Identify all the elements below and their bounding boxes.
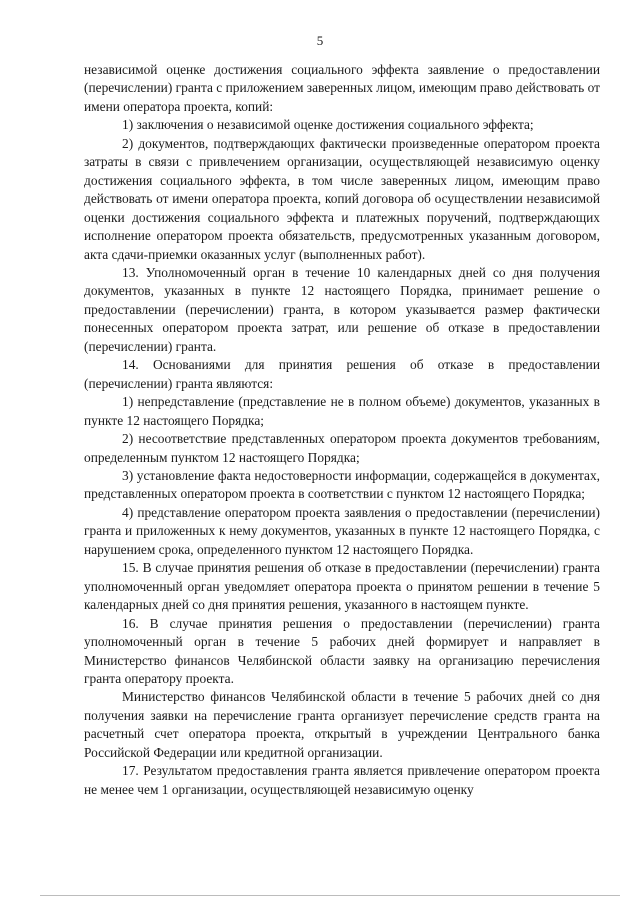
- paragraph-clause-16: 16. В случае принятия решения о предоставлении (перечислении) гранта уполномоченный орган в течение 5 рабочих дней формирует и направляет в Министерство финансов Челябинской области заявку на организацию перечисления гранта оператору проекта.: [84, 615, 600, 686]
- paragraph-ministry-transfer: Министерство финансов Челябинской области в течение 5 рабочих дней со дня получения заявки на перечисление гранта организует перечисление средств гранта на расчетный счет оператора проекта, открытый в учреждении Центрального банка Российской Федерации или кредитной организации.: [84, 689, 600, 760]
- paragraph-item-2: 2) документов, подтверждающих фактически произведенные оператором проекта затраты в связи с привлечением организации, осуществляющей независимую оценку достижения социального эффекта, в том числе заверенных лицом, имеющим право действовать от имени оператора проекта, копий договора об осуществлении независимой оценки достижения социального эффекта и платежных поручений, подтверждающих исполнение оператором проекта обязательств, предусмотренных указанным договором, акта сдачи-приемки оказанных услуг (выполненных работ).: [84, 135, 600, 262]
- paragraph-item-1: 1) заключения о независимой оценке достижения социального эффекта;: [122, 117, 534, 133]
- paragraph-clause-14-item-3: 3) установление факта недостоверности информации, содержащейся в документах, представленных оператором проекта в соответствии с пунктом 12 настоящего Порядка;: [84, 467, 600, 502]
- scan-bottom-edge: [40, 895, 620, 896]
- document-body: [84, 61, 600, 799]
- paragraph-clause-15: 15. В случае принятия решения об отказе в предоставлении (перечислении) гранта уполномоченный орган уведомляет оператора проекта о принятом решении в течение 5 календарных дней со дня принятия решения, указанного в настоящем пункте.: [84, 560, 600, 613]
- paragraph-clause-14-item-4: 4) представление оператором проекта заявления о предоставлении (перечислении) гранта и приложенных к нему документов, указанных в пункте 12 настоящего Порядка, с нарушением срока, определенного пунктом 12 настоящего Порядка.: [84, 504, 600, 557]
- page-number: 5: [316, 33, 324, 48]
- paragraph-clause-13: 13. Уполномоченный орган в течение 10 календарных дней со дня получения документов, указанных в пункте 12 настоящего Порядка, принимает решение о предоставлении (перечислении) гранта, в котором указывается размер фактически понесенных оператором проекта затрат, или решение об отказе в предоставлении (перечислении) гранта.: [84, 264, 600, 354]
- paragraph-clause-17: 17. Результатом предоставления гранта является привлечение оператором проекта не менее чем 1 организации, осуществляющей независимую оценку: [84, 763, 600, 797]
- paragraph-clause-14-item-1: 1) непредставление (представление не в полном объеме) документов, указанных в пункте 12 настоящего Порядка;: [84, 394, 600, 428]
- paragraph-clause-14: 14. Основаниями для принятия решения об отказе в предоставлении (перечислении) гранта являются:: [84, 357, 600, 391]
- paragraph-continuation: независимой оценке достижения социального эффекта заявление о предоставлении (перечислении) гранта с приложением заверенных лицом, имеющим право действовать от имени оператора проекта, копий:: [84, 62, 600, 114]
- paragraph-clause-14-item-2: 2) несоответствие представленных оператором проекта документов требованиям, определенным пунктом 12 настоящего Порядка;: [84, 431, 600, 465]
